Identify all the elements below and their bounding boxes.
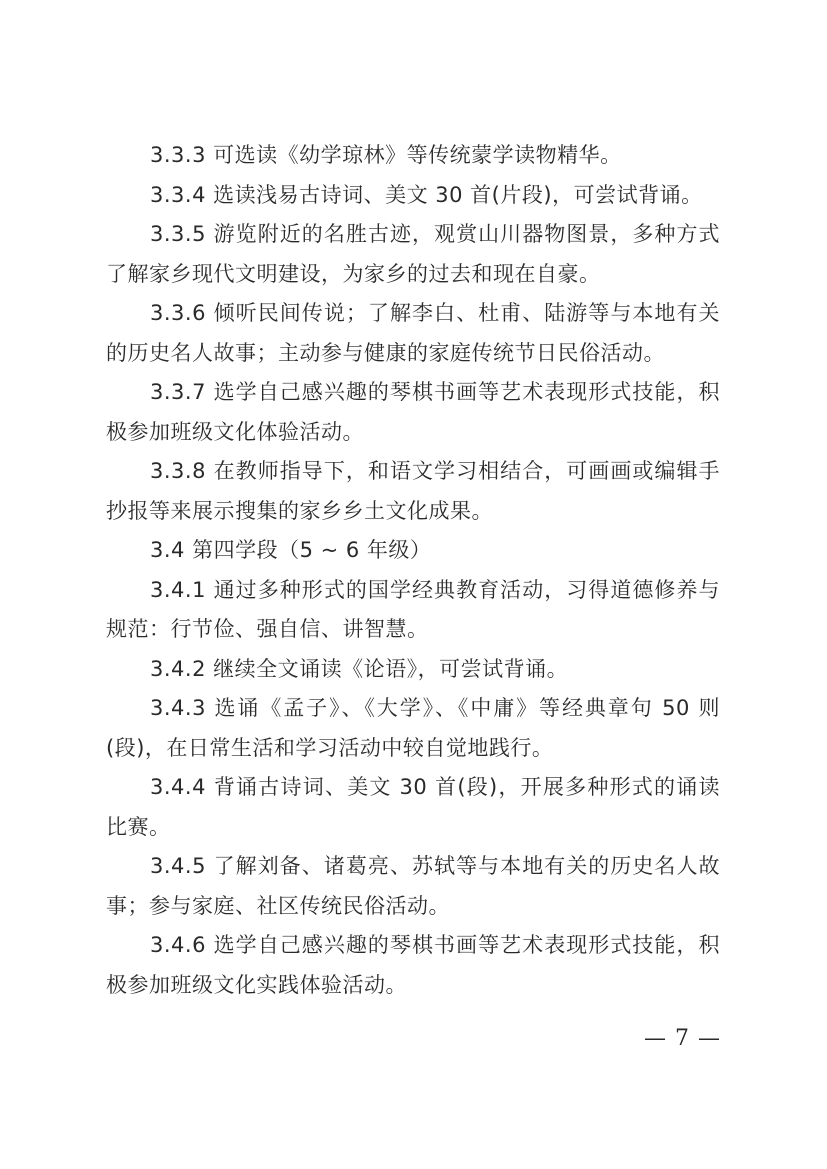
paragraph-3-4-6: 3.4.6 选学自己感兴趣的琴棋书画等艺术表现形式技能，积极参加班级文化实践体验活动。 xyxy=(106,933,720,997)
paragraph-3-3-8: 3.3.8 在教师指导下，和语文学习相结合，可画画或编辑手抄报等来展示搜集的家乡乡土文化成果。 xyxy=(106,459,720,523)
paragraph-3-3-6: 3.3.6 倾听民间传说；了解李白、杜甫、陆游等与本地有关的历史名人故事；主动参与健康的家庭传统节日民俗活动。 xyxy=(106,301,720,365)
page-number: — 7 — xyxy=(644,1026,721,1051)
paragraph-3-3-3: 3.3.3 可选读《幼学琼林》等传统蒙学读物精华。 xyxy=(150,143,622,167)
paragraph-3-4-5: 3.4.5 了解刘备、诸葛亮、苏轼等与本地有关的历史名人故事；参与家庭、社区传统民俗活动。 xyxy=(106,854,720,918)
section-heading-3-4: 3.4 第四学段（5 ~ 6 年级） xyxy=(150,538,432,562)
paragraph-3-4-2: 3.4.2 继续全文诵读《论语》，可尝试背诵。 xyxy=(150,656,569,681)
paragraph-3-4-4: 3.4.4 背诵古诗词、美文 30 首(段)，开展多种形式的诵读比赛。 xyxy=(106,775,720,839)
document-body xyxy=(106,136,720,1005)
paragraph-3-4-1: 3.4.1 通过多种形式的国学经典教育活动，习得道德修养与规范：行节俭、强自信、讲智慧。 xyxy=(106,577,720,641)
paragraph-3-3-5: 3.3.5 游览附近的名胜古迹，观赏山川器物图景，多种方式了解家乡现代文明建设，为家乡的过去和现在自豪。 xyxy=(106,222,720,286)
paragraph-3-3-7: 3.3.7 选学自己感兴趣的琴棋书画等艺术表现形式技能，积极参加班级文化体验活动。 xyxy=(106,380,720,444)
paragraph-3-4-3: 3.4.3 选诵《孟子》、《大学》、《中庸》等经典章句 50 则(段)，在日常生活和学习活动中较自觉地践行。 xyxy=(106,696,720,760)
paragraph-3-3-4: 3.3.4 选读浅易古诗词、美文 30 首(片段)，可尝试背诵。 xyxy=(150,182,703,207)
